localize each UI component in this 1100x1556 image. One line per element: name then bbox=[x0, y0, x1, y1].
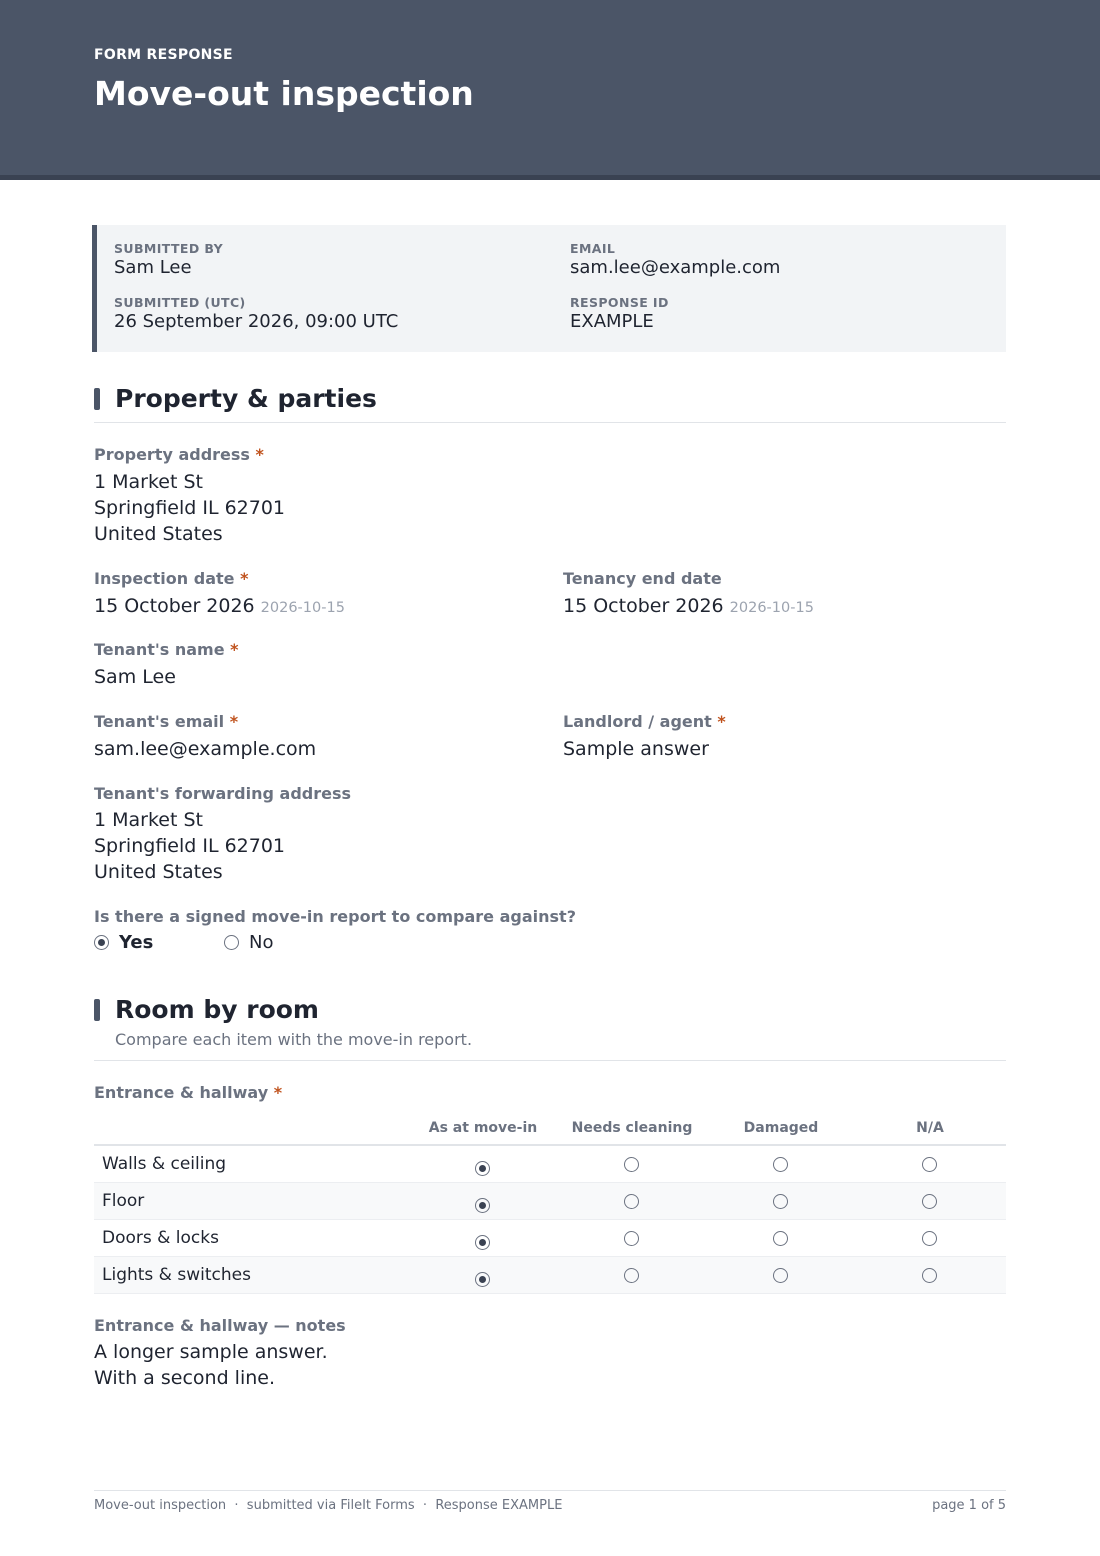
radio-empty-icon bbox=[773, 1231, 788, 1246]
meta-label: EMAIL bbox=[570, 241, 616, 256]
radio-empty-icon bbox=[773, 1268, 788, 1283]
radio-empty-icon bbox=[224, 935, 239, 950]
field-value-tenant-name: Sam Lee bbox=[94, 666, 176, 688]
header-eyebrow: FORM RESPONSE bbox=[94, 47, 233, 63]
required-marker: * bbox=[240, 569, 249, 588]
grid-cell bbox=[922, 1268, 937, 1287]
entrance-hallway-grid bbox=[94, 1110, 1006, 1294]
grid-row bbox=[94, 1220, 1006, 1257]
page-title: Move-out inspection bbox=[94, 74, 474, 113]
required-marker: * bbox=[229, 712, 239, 731]
grid-cell bbox=[624, 1268, 639, 1287]
notes-line: A longer sample answer. bbox=[94, 1341, 328, 1363]
radio-empty-icon bbox=[922, 1157, 937, 1172]
radio-option-no bbox=[224, 932, 273, 953]
label-text: Tenant's name bbox=[94, 640, 225, 659]
label-text: Property address bbox=[94, 445, 250, 464]
grid-cell bbox=[475, 1268, 490, 1287]
grid-cell bbox=[475, 1231, 490, 1250]
date-value: 15 October 2026 bbox=[563, 595, 724, 617]
required-marker: * bbox=[717, 712, 726, 731]
meta-value: 26 September 2026, 09:00 UTC bbox=[114, 311, 399, 332]
field-label-entrance-hallway bbox=[94, 1083, 282, 1102]
radio-empty-icon bbox=[922, 1231, 937, 1246]
grid-row bbox=[94, 1146, 1006, 1183]
grid-cell bbox=[624, 1157, 639, 1176]
radio-label: No bbox=[249, 932, 274, 953]
page-number: page 1 of 5 bbox=[932, 1498, 1006, 1513]
notes-line: With a second line. bbox=[94, 1367, 275, 1389]
meta-value: EXAMPLE bbox=[570, 311, 654, 332]
address-line: 1 Market St bbox=[94, 809, 203, 831]
radio-selected-icon bbox=[475, 1161, 490, 1176]
grid-row bbox=[94, 1183, 1006, 1220]
grid-cell bbox=[773, 1231, 788, 1250]
grid-cell bbox=[773, 1268, 788, 1287]
submission-meta bbox=[92, 225, 1006, 352]
field-value-tenancy-end-date bbox=[563, 593, 814, 621]
grid-header-row bbox=[94, 1110, 1006, 1146]
required-marker: * bbox=[273, 1083, 283, 1102]
grid-cell bbox=[475, 1157, 490, 1176]
meta-value: sam.lee@example.com bbox=[570, 257, 781, 278]
address-line: Springfield IL 62701 bbox=[94, 835, 286, 857]
iso-date: 2026-10-15 bbox=[729, 600, 814, 616]
meta-value: Sam Lee bbox=[114, 257, 192, 278]
label-text: Inspection date bbox=[94, 569, 235, 588]
meta-label: SUBMITTED BY bbox=[114, 241, 224, 256]
address-line: United States bbox=[94, 523, 223, 545]
date-value: 15 October 2026 bbox=[94, 595, 255, 617]
field-value-property-address bbox=[94, 469, 285, 547]
label-text: Tenant's email bbox=[94, 712, 225, 731]
field-label-tenancy-end-date bbox=[563, 569, 722, 588]
radio-empty-icon bbox=[922, 1268, 937, 1283]
address-line: 1 Market St bbox=[94, 471, 203, 493]
grid-column-header: Damaged bbox=[743, 1120, 819, 1136]
grid-row-label: Walls & ceiling bbox=[102, 1154, 227, 1174]
radio-label: Yes bbox=[119, 932, 154, 953]
radio-empty-icon bbox=[624, 1268, 639, 1283]
radio-selected-icon bbox=[475, 1198, 490, 1213]
grid-rows bbox=[94, 1146, 1006, 1294]
field-value-entrance-notes bbox=[94, 1339, 328, 1391]
grid-cell bbox=[922, 1194, 937, 1213]
grid-row-label: Floor bbox=[102, 1191, 145, 1211]
field-value-inspection-date bbox=[94, 593, 345, 621]
footer-info: Move-out inspection · submitted via FileIt Forms · Response EXAMPLE bbox=[94, 1498, 563, 1513]
radio-empty-icon bbox=[773, 1157, 788, 1172]
label-text: Tenant's forwarding address bbox=[94, 784, 352, 803]
label-text: Tenancy end date bbox=[563, 569, 722, 588]
grid-cell bbox=[922, 1231, 937, 1250]
field-label-property-address bbox=[94, 445, 264, 464]
section-divider bbox=[94, 1060, 1006, 1061]
label-text: Entrance & hallway bbox=[94, 1083, 269, 1102]
grid-cell bbox=[773, 1194, 788, 1213]
radio-empty-icon bbox=[624, 1231, 639, 1246]
meta-label: RESPONSE ID bbox=[570, 295, 669, 310]
grid-row bbox=[94, 1257, 1006, 1294]
grid-cell bbox=[475, 1194, 490, 1213]
radio-option-yes bbox=[94, 932, 153, 953]
page-header bbox=[0, 0, 1100, 180]
section-subtitle: Compare each item with the move-in report. bbox=[115, 1030, 473, 1049]
radio-empty-icon bbox=[922, 1194, 937, 1209]
meta-submitted-by bbox=[114, 241, 223, 278]
label-text: Landlord / agent bbox=[563, 712, 712, 731]
grid-column-header: N/A bbox=[916, 1120, 944, 1136]
grid-row-label: Lights & switches bbox=[102, 1265, 251, 1285]
iso-date: 2026-10-15 bbox=[260, 600, 345, 616]
required-marker: * bbox=[255, 445, 264, 464]
radio-selected-icon bbox=[475, 1235, 490, 1250]
required-marker: * bbox=[230, 640, 239, 659]
field-value-forwarding-address bbox=[94, 807, 285, 885]
meta-submitted-utc bbox=[114, 295, 398, 332]
radio-selected-icon bbox=[94, 935, 109, 950]
field-label-signed-report: Is there a signed move-in report to compare against? bbox=[94, 907, 576, 926]
field-value-landlord-agent: Sample answer bbox=[563, 738, 709, 760]
meta-email bbox=[570, 241, 780, 278]
grid-cell bbox=[773, 1157, 788, 1176]
grid-column-header: Needs cleaning bbox=[571, 1120, 693, 1136]
field-label-tenant-email bbox=[94, 712, 238, 731]
meta-response-id bbox=[570, 295, 669, 332]
grid-cell bbox=[624, 1231, 639, 1250]
meta-label: SUBMITTED (UTC) bbox=[114, 295, 246, 310]
field-label-tenant-name bbox=[94, 640, 239, 659]
radio-selected-icon bbox=[475, 1272, 490, 1287]
address-line: United States bbox=[94, 861, 223, 883]
grid-row-label: Doors & locks bbox=[102, 1228, 219, 1248]
field-label-entrance-notes: Entrance & hallway — notes bbox=[94, 1316, 346, 1335]
field-label-landlord-agent bbox=[563, 712, 726, 731]
address-line: Springfield IL 62701 bbox=[94, 497, 286, 519]
grid-column-header: As at move-in bbox=[428, 1120, 538, 1136]
section-title-property: Property & parties bbox=[94, 384, 377, 413]
grid-cell bbox=[624, 1194, 639, 1213]
field-label-inspection-date bbox=[94, 569, 248, 588]
radio-empty-icon bbox=[624, 1194, 639, 1209]
field-value-tenant-email: sam.lee@example.com bbox=[94, 738, 317, 760]
footer-divider bbox=[94, 1490, 1006, 1491]
section-divider bbox=[94, 422, 1006, 423]
radio-empty-icon bbox=[773, 1194, 788, 1209]
grid-cell bbox=[922, 1157, 937, 1176]
section-title-room-by-room: Room by room bbox=[94, 995, 319, 1024]
field-label-forwarding-address bbox=[94, 784, 351, 803]
radio-empty-icon bbox=[624, 1157, 639, 1172]
